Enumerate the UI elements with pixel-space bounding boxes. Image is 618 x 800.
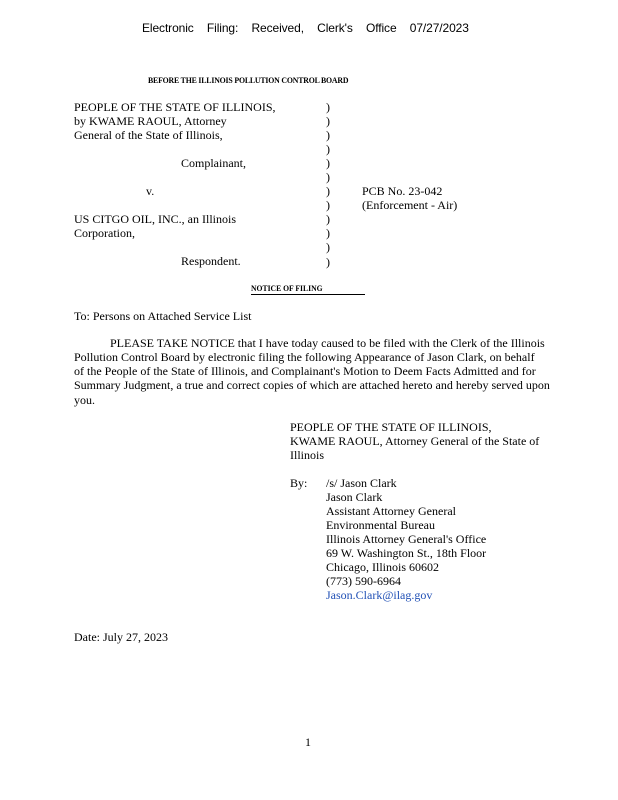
- signer-office: Illinois Attorney General's Office: [326, 532, 487, 546]
- respondent-line-1: US CITGO OIL, INC., an Illinois: [74, 212, 236, 226]
- body-line-3: of the People of the State of Illinois, and Complainant's Motion to Deem Facts Admitted and for: [74, 364, 536, 378]
- complainant-label: Complainant,: [181, 156, 246, 170]
- case-number: PCB No. 23-042: [362, 184, 443, 198]
- to-line: To: Persons on Attached Service List: [74, 309, 252, 323]
- caption-parentheses: ) ) ) ) ) ) ) ) ) ) ) ): [326, 100, 330, 269]
- body-line-2: Pollution Control Board by electronic filing the following Appearance of Jason Clark, on behalf: [74, 350, 535, 364]
- signer-name: Jason Clark: [326, 490, 383, 504]
- complainant-line-3: General of the State of Illinois,: [74, 128, 223, 142]
- respondent-label: Respondent.: [181, 254, 241, 268]
- date-line: Date: July 27, 2023: [74, 630, 168, 644]
- by-label: By:: [290, 476, 308, 490]
- signer-phone: (773) 590-6964: [326, 574, 401, 588]
- board-heading: BEFORE THE ILLINOIS POLLUTION CONTROL BOARD: [148, 75, 349, 85]
- respondent-line-2: Corporation,: [74, 226, 135, 240]
- notice-title-underline: [251, 294, 365, 295]
- signer-city: Chicago, Illinois 60602: [326, 560, 439, 574]
- case-type: (Enforcement - Air): [362, 198, 458, 212]
- complainant-line-2: by KWAME RAOUL, Attorney: [74, 114, 227, 128]
- signature-org-line-3: Illinois: [290, 448, 325, 462]
- page-number: 1: [305, 735, 311, 749]
- signer-title: Assistant Attorney General: [326, 504, 456, 518]
- signature-org-line-1: PEOPLE OF THE STATE OF ILLINOIS,: [290, 420, 492, 434]
- signature-line: /s/ Jason Clark: [326, 476, 397, 490]
- body-line-5: you.: [74, 393, 95, 407]
- signer-bureau: Environmental Bureau: [326, 518, 435, 532]
- signer-street: 69 W. Washington St., 18th Floor: [326, 546, 487, 560]
- complainant-line-1: PEOPLE OF THE STATE OF ILLINOIS,: [74, 100, 276, 114]
- signature-org-line-2: KWAME RAOUL, Attorney General of the State of: [290, 434, 540, 448]
- signer-email-link[interactable]: Jason.Clark@ilag.gov: [326, 588, 433, 602]
- filing-stamp: Electronic Filing: Received, Clerk's Office 07/27/2023: [142, 21, 469, 35]
- body-line-1: PLEASE TAKE NOTICE that I have today caused to be filed with the Clerk of the Illinois: [110, 336, 545, 350]
- body-line-4: Summary Judgment, a true and correct copies of which are attached hereto and hereby served upon: [74, 378, 550, 392]
- versus: v.: [146, 184, 155, 198]
- notice-title: NOTICE OF FILING: [251, 283, 323, 293]
